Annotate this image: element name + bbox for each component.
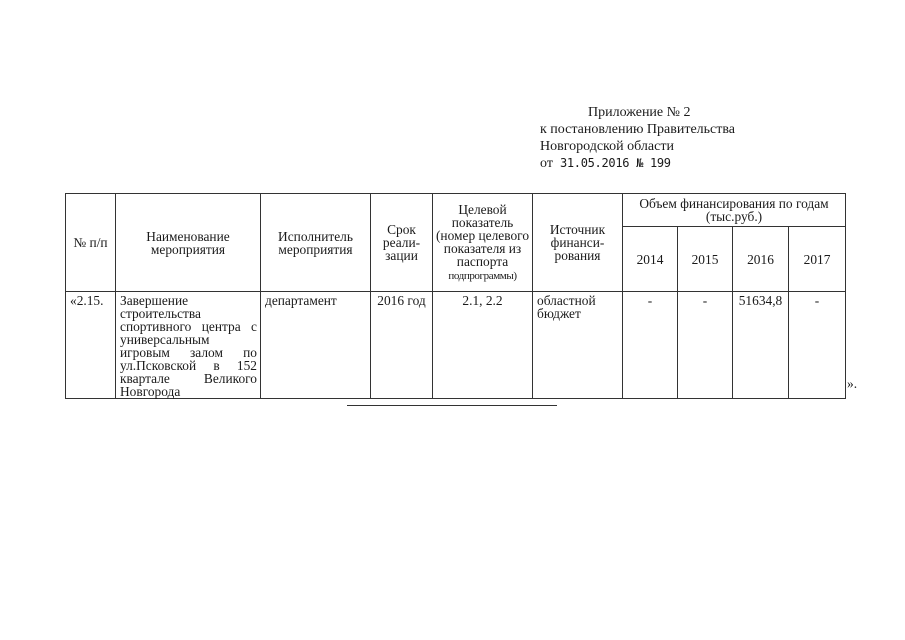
measures-table <box>65 193 846 399</box>
header-executor: Исполнитель мероприятия <box>261 194 371 292</box>
footer-divider <box>347 405 557 406</box>
decree-reference: к постановлению Правительства <box>540 122 736 137</box>
cell-2015: - <box>678 292 733 399</box>
header-target-main: Целевой показатель (номер целевого показателя из паспорта <box>435 201 530 269</box>
header-target-sub: подпрограммы) <box>448 269 517 282</box>
date-value: 31.05.2016 № 199 <box>559 156 671 170</box>
header-target <box>433 194 533 292</box>
header-year-2016: 2016 <box>733 227 789 292</box>
decree-date <box>540 155 880 172</box>
header-year-2017: 2017 <box>789 227 846 292</box>
header-num: № п/п <box>66 194 116 292</box>
document-header <box>540 104 880 172</box>
cell-executor: департамент <box>261 292 371 399</box>
cell-2014: - <box>623 292 678 399</box>
header-year-2014: 2014 <box>623 227 678 292</box>
cell-source: областной бюджет <box>533 292 623 399</box>
header-year-2015: 2015 <box>678 227 733 292</box>
header-source: Источник финанси-рования <box>533 194 623 292</box>
date-prefix: от <box>540 156 553 171</box>
cell-target: 2.1, 2.2 <box>433 292 533 399</box>
cell-2017: - <box>789 292 846 399</box>
header-name: Наименование мероприятия <box>116 194 261 292</box>
cell-name: Завершение строительства спортивного центра с универсальным игровым залом по ул.Псковской в 152 квартале Великого Новгорода <box>116 292 261 399</box>
appendix-title: Приложение № 2 <box>588 105 691 120</box>
cell-num: «2.15. <box>66 292 116 399</box>
table-row <box>66 292 846 399</box>
cell-2016: 51634,8 <box>733 292 789 399</box>
closing-quote: ». <box>847 376 858 391</box>
header-funding: Объем финансирования по годам (тыс.руб.) <box>623 194 846 227</box>
cell-term: 2016 год <box>371 292 433 399</box>
region-name: Новгородской области <box>540 139 674 154</box>
header-term: Срок реали-зации <box>371 194 433 292</box>
